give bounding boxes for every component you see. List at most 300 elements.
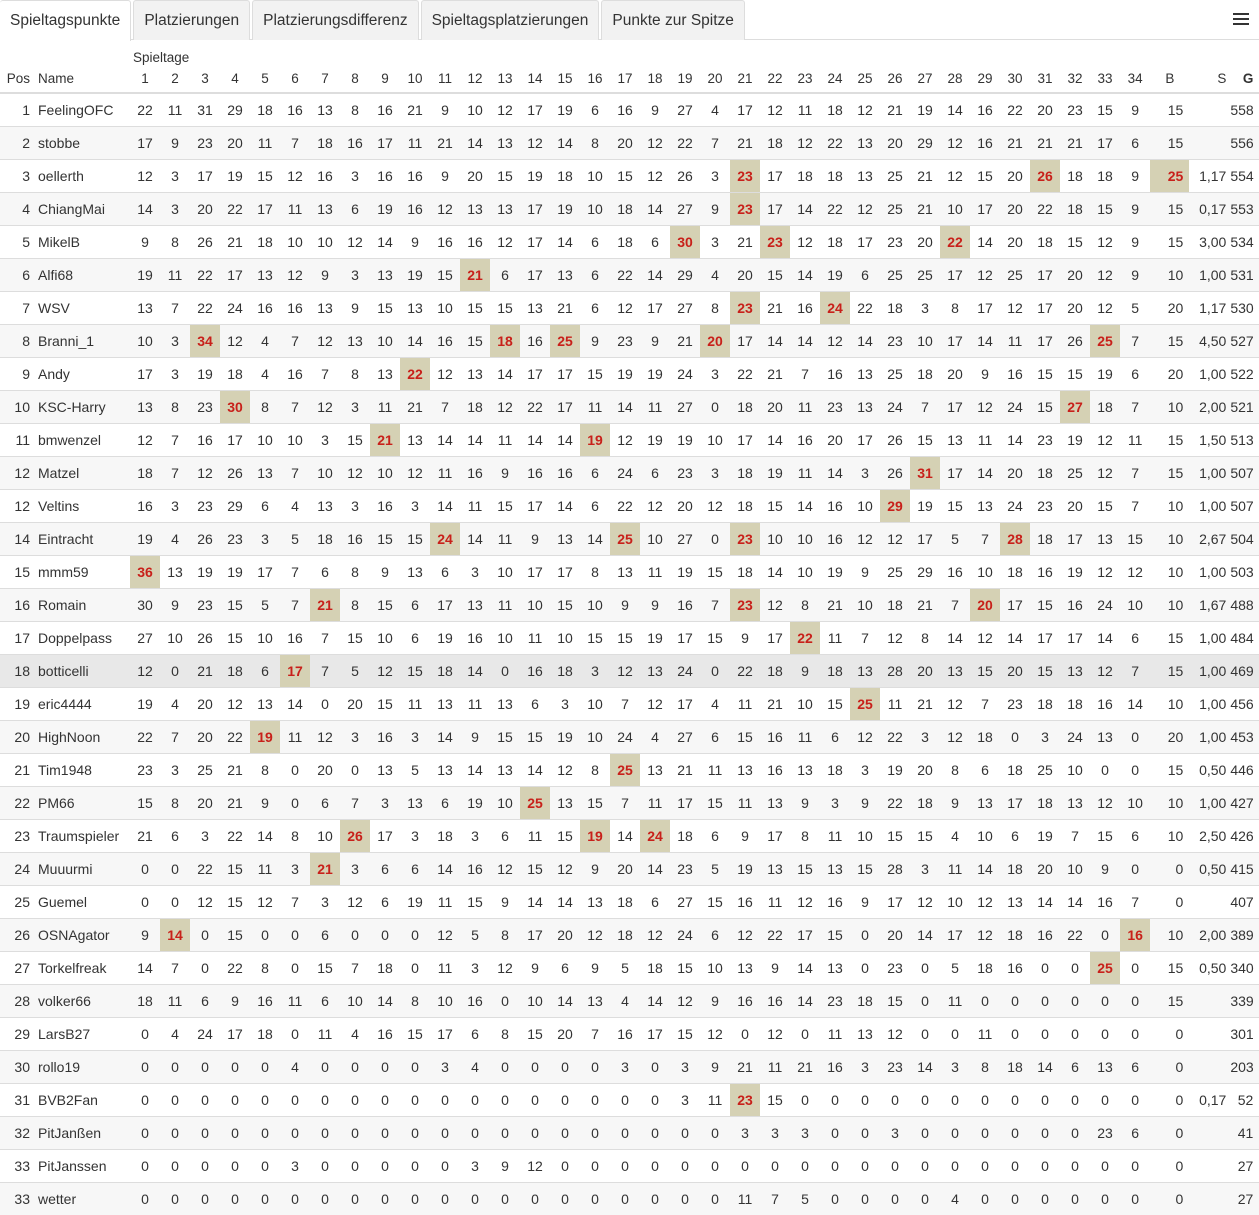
matchday-points-cell: 14 — [790, 490, 820, 523]
matchday-points-cell: 13 — [130, 391, 160, 424]
matchday-points-cell: 12 — [1090, 655, 1120, 688]
matchday-points-cell: 3 — [340, 721, 370, 754]
column-header-matchday[interactable]: 6 — [280, 65, 310, 93]
column-header-matchday[interactable]: 29 — [970, 65, 1000, 93]
column-header-matchday[interactable]: 11 — [430, 65, 460, 93]
total-points-cell: 27 — [1230, 1150, 1259, 1183]
matchday-points-cell: 0 — [1000, 1018, 1030, 1051]
matchday-points-cell: 15 — [310, 952, 340, 985]
matchday-points-cell: 15 — [250, 160, 280, 193]
matchday-points-cell: 9 — [520, 952, 550, 985]
table-row[interactable] — [0, 292, 1259, 325]
column-header-matchday[interactable]: 32 — [1060, 65, 1090, 93]
matchday-points-cell: 14 — [790, 193, 820, 226]
matchday-points-cell: 4 — [280, 490, 310, 523]
column-header-matchday[interactable]: 17 — [610, 65, 640, 93]
table-row[interactable] — [0, 1084, 1259, 1117]
matchday-points-cell: 19 — [910, 93, 940, 127]
column-header-matchday[interactable]: 12 — [460, 65, 490, 93]
matchday-points-cell: 0 — [550, 1084, 580, 1117]
matchday-points-cell: 10 — [1120, 589, 1150, 622]
matchday-points-cell: 12 — [1120, 556, 1150, 589]
bonus-cell: 0 — [1150, 1084, 1189, 1117]
matchday-points-cell: 7 — [160, 457, 190, 490]
matchday-points-cell: 3 — [250, 523, 280, 556]
matchday-points-cell: 24 — [190, 1018, 220, 1051]
table-row[interactable] — [0, 1117, 1259, 1150]
matchday-points-cell: 11 — [940, 985, 970, 1018]
matchday-points-cell: 15 — [760, 490, 790, 523]
matchday-points-cell: 5 — [940, 523, 970, 556]
matchday-points-cell: 10 — [850, 820, 880, 853]
tab-platzierungsdifferenz[interactable]: Platzierungsdifferenz — [252, 0, 418, 40]
matchday-points-cell: 13 — [370, 754, 400, 787]
table-row[interactable] — [0, 1018, 1259, 1051]
matchday-points-cell: 19 — [130, 688, 160, 721]
matchday-points-cell: 0 — [460, 1183, 490, 1215]
matchday-points-cell: 7 — [610, 688, 640, 721]
column-header-pos[interactable]: Pos — [0, 65, 34, 93]
matchday-points-cell: 0 — [400, 1051, 430, 1084]
matchday-points-cell: 0 — [250, 1051, 280, 1084]
matchday-points-cell: 24 — [1000, 391, 1030, 424]
matchday-points-cell: 18 — [1090, 391, 1120, 424]
matchday-points-cell: 16 — [520, 655, 550, 688]
matchday-points-cell: 3 — [940, 1051, 970, 1084]
matchday-points-cell: 11 — [160, 985, 190, 1018]
player-name-cell: mmm59 — [34, 556, 130, 589]
table-row[interactable] — [0, 754, 1259, 787]
matchday-points-cell: 23 — [190, 127, 220, 160]
column-header-matchday[interactable]: 15 — [550, 65, 580, 93]
matchday-points-cell: 13 — [310, 292, 340, 325]
table-row[interactable] — [0, 93, 1259, 127]
matchday-points-cell: 3 — [790, 1117, 820, 1150]
column-header-matchday[interactable]: 20 — [700, 65, 730, 93]
matchday-points-cell: 8 — [340, 589, 370, 622]
column-header-matchday[interactable]: 25 — [850, 65, 880, 93]
player-name-cell: FeelingOFC — [34, 93, 130, 127]
matchday-top-score-cell: 25 — [610, 523, 640, 556]
matchday-points-cell: 21 — [130, 820, 160, 853]
matchday-points-cell: 9 — [730, 622, 760, 655]
matchday-points-cell: 13 — [550, 787, 580, 820]
matchday-points-cell: 6 — [1120, 127, 1150, 160]
matchday-points-cell: 8 — [160, 787, 190, 820]
table-row[interactable] — [0, 787, 1259, 820]
matchday-points-cell: 20 — [940, 358, 970, 391]
matchday-points-cell: 19 — [730, 853, 760, 886]
matchday-points-cell: 14 — [550, 127, 580, 160]
table-row[interactable] — [0, 1183, 1259, 1215]
matchday-points-cell: 7 — [160, 292, 190, 325]
matchday-points-cell: 3 — [310, 424, 340, 457]
matchday-points-cell: 0 — [580, 1183, 610, 1215]
matchday-points-cell: 13 — [940, 424, 970, 457]
matchday-points-cell: 18 — [1060, 160, 1090, 193]
column-header-matchday[interactable]: 8 — [340, 65, 370, 93]
matchday-points-cell: 12 — [670, 985, 700, 1018]
column-header-matchday[interactable]: 18 — [640, 65, 670, 93]
matchday-points-cell: 14 — [790, 952, 820, 985]
matchday-points-cell: 12 — [1090, 226, 1120, 259]
matchday-points-cell: 16 — [1030, 919, 1060, 952]
column-header-matchday[interactable]: 27 — [910, 65, 940, 93]
matchday-points-cell: 17 — [1000, 589, 1030, 622]
matchday-points-cell: 11 — [730, 787, 760, 820]
table-row[interactable] — [0, 721, 1259, 754]
matchday-points-cell: 8 — [940, 754, 970, 787]
matchday-points-cell: 0 — [850, 1084, 880, 1117]
matchday-points-cell: 13 — [790, 754, 820, 787]
matchday-points-cell: 11 — [970, 1018, 1000, 1051]
tab-punkte-zur-spitze[interactable]: Punkte zur Spitze — [601, 0, 744, 40]
table-row[interactable] — [0, 1150, 1259, 1183]
matchday-points-cell: 16 — [820, 490, 850, 523]
table-row[interactable] — [0, 556, 1259, 589]
matchday-points-cell: 22 — [190, 259, 220, 292]
table-row[interactable] — [0, 127, 1259, 160]
column-header-matchday[interactable]: 21 — [730, 65, 760, 93]
table-row[interactable] — [0, 589, 1259, 622]
column-header-matchday[interactable]: 26 — [880, 65, 910, 93]
matchday-points-cell: 14 — [520, 886, 550, 919]
matchday-points-cell: 10 — [520, 589, 550, 622]
table-row[interactable] — [0, 226, 1259, 259]
column-header-b[interactable]: B — [1150, 65, 1189, 93]
matchday-points-cell: 14 — [430, 853, 460, 886]
matchday-top-score-cell: 24 — [430, 523, 460, 556]
matchday-points-cell: 8 — [700, 292, 730, 325]
bonus-cell: 0 — [1150, 886, 1189, 919]
column-header-matchday[interactable]: 3 — [190, 65, 220, 93]
position-cell: 4 — [0, 193, 34, 226]
table-row[interactable] — [0, 1051, 1259, 1084]
matchday-points-cell: 16 — [820, 886, 850, 919]
column-header-matchday[interactable]: 30 — [1000, 65, 1030, 93]
matchday-points-cell: 6 — [580, 93, 610, 127]
table-row[interactable] — [0, 985, 1259, 1018]
position-cell: 10 — [0, 391, 34, 424]
matchday-points-cell: 23 — [1000, 688, 1030, 721]
matchday-points-cell: 11 — [820, 622, 850, 655]
matchday-points-cell: 16 — [1000, 358, 1030, 391]
matchday-points-cell: 0 — [280, 787, 310, 820]
column-header-matchday[interactable]: 33 — [1090, 65, 1120, 93]
matchday-points-cell: 12 — [610, 424, 640, 457]
bonus-cell: 15 — [1150, 457, 1189, 490]
position-cell: 33 — [0, 1150, 34, 1183]
matchday-points-cell: 11 — [250, 127, 280, 160]
tab-spieltagsplatzierungen[interactable]: Spieltagsplatzierungen — [421, 0, 600, 40]
matchday-points-cell: 0 — [820, 1084, 850, 1117]
column-header-matchday[interactable]: 31 — [1030, 65, 1060, 93]
column-header-matchday[interactable]: 19 — [670, 65, 700, 93]
matchday-points-cell: 13 — [250, 259, 280, 292]
matchday-points-cell: 0 — [1090, 985, 1120, 1018]
matchday-points-cell: 14 — [910, 919, 940, 952]
matchday-points-cell: 15 — [1090, 193, 1120, 226]
column-header-matchday[interactable]: 14 — [520, 65, 550, 93]
matchday-points-cell: 0 — [520, 1117, 550, 1150]
matchday-points-cell: 14 — [460, 424, 490, 457]
matchday-points-cell: 12 — [130, 424, 160, 457]
matchday-points-cell: 10 — [970, 556, 1000, 589]
matchday-points-cell: 8 — [160, 226, 190, 259]
matchday-points-cell: 10 — [700, 952, 730, 985]
matchday-points-cell: 31 — [190, 93, 220, 127]
matchday-points-cell: 0 — [130, 886, 160, 919]
matchday-points-cell: 17 — [550, 556, 580, 589]
score-s-cell: 0,17 — [1189, 193, 1230, 226]
table-row[interactable] — [0, 160, 1259, 193]
table-row[interactable] — [0, 391, 1259, 424]
matchday-points-cell: 0 — [640, 1150, 670, 1183]
matchday-points-cell: 6 — [580, 226, 610, 259]
matchday-points-cell: 10 — [490, 556, 520, 589]
matchday-points-cell: 16 — [520, 325, 550, 358]
column-header-matchday[interactable]: 22 — [760, 65, 790, 93]
table-row[interactable] — [0, 259, 1259, 292]
hamburger-menu-icon[interactable] — [1233, 13, 1249, 27]
matchday-points-cell: 13 — [760, 853, 790, 886]
matchday-points-cell: 22 — [130, 93, 160, 127]
matchday-points-cell: 5 — [610, 952, 640, 985]
matchday-top-score-cell: 21 — [370, 424, 400, 457]
matchday-points-cell: 14 — [790, 325, 820, 358]
matchday-points-cell: 0 — [580, 1117, 610, 1150]
table-row[interactable] — [0, 325, 1259, 358]
matchday-points-cell: 20 — [1000, 160, 1030, 193]
column-header-g[interactable]: G — [1230, 65, 1259, 93]
matchday-points-cell: 0 — [790, 1150, 820, 1183]
player-name-cell: Traumspieler — [34, 820, 130, 853]
matchday-points-cell: 13 — [850, 127, 880, 160]
matchday-points-cell: 0 — [130, 1084, 160, 1117]
total-points-cell: 522 — [1230, 358, 1259, 391]
matchday-points-cell: 22 — [820, 127, 850, 160]
column-header-matchday[interactable]: 1 — [130, 65, 160, 93]
matchday-points-cell: 16 — [820, 523, 850, 556]
matchday-points-cell: 23 — [880, 325, 910, 358]
matchday-points-cell: 12 — [1090, 259, 1120, 292]
matchday-points-cell: 9 — [220, 985, 250, 1018]
matchday-points-cell: 11 — [940, 853, 970, 886]
matchday-points-cell: 19 — [460, 787, 490, 820]
matchday-points-cell: 17 — [430, 589, 460, 622]
matchday-points-cell: 23 — [880, 226, 910, 259]
matchday-points-cell: 19 — [370, 193, 400, 226]
table-row[interactable] — [0, 919, 1259, 952]
tab-spieltagspunkte[interactable]: Spieltagspunkte — [0, 0, 131, 41]
table-header — [0, 40, 1259, 93]
player-name-cell: volker66 — [34, 985, 130, 1018]
matchday-points-cell: 13 — [550, 259, 580, 292]
matchday-points-cell: 23 — [880, 952, 910, 985]
matchday-points-cell: 3 — [880, 1117, 910, 1150]
matchday-points-cell: 15 — [490, 160, 520, 193]
header-spacer-pos — [0, 40, 34, 65]
table-row[interactable] — [0, 457, 1259, 490]
matchday-points-cell: 24 — [1090, 589, 1120, 622]
matchday-points-cell: 13 — [460, 193, 490, 226]
matchday-points-cell: 14 — [250, 820, 280, 853]
table-row[interactable] — [0, 820, 1259, 853]
matchday-points-cell: 13 — [970, 490, 1000, 523]
matchday-points-cell: 11 — [430, 457, 460, 490]
matchday-points-cell: 16 — [460, 457, 490, 490]
matchday-points-cell: 25 — [910, 259, 940, 292]
table-row[interactable] — [0, 358, 1259, 391]
matchday-points-cell: 6 — [310, 919, 340, 952]
matchday-points-cell: 18 — [1030, 457, 1060, 490]
matchday-points-cell: 0 — [970, 1117, 1000, 1150]
matchday-points-cell: 0 — [700, 391, 730, 424]
column-header-matchday[interactable]: 7 — [310, 65, 340, 93]
table-row[interactable] — [0, 193, 1259, 226]
matchday-top-score-cell: 21 — [310, 853, 340, 886]
bonus-cell: 10 — [1150, 490, 1189, 523]
table-row[interactable] — [0, 952, 1259, 985]
matchday-points-cell: 19 — [130, 523, 160, 556]
matchday-points-cell: 7 — [280, 556, 310, 589]
matchday-top-score-cell: 25 — [550, 325, 580, 358]
position-cell: 1 — [0, 93, 34, 127]
matchday-points-cell: 11 — [760, 1051, 790, 1084]
matchday-top-score-cell: 30 — [220, 391, 250, 424]
matchday-points-cell: 8 — [790, 589, 820, 622]
matchday-points-cell: 0 — [640, 1084, 670, 1117]
matchday-points-cell: 12 — [220, 688, 250, 721]
column-header-matchday[interactable]: 2 — [160, 65, 190, 93]
matchday-points-cell: 16 — [1000, 952, 1030, 985]
header-spacer-g — [1230, 40, 1259, 65]
matchday-points-cell: 7 — [700, 127, 730, 160]
column-header-matchday[interactable]: 16 — [580, 65, 610, 93]
matchday-points-cell: 16 — [280, 93, 310, 127]
player-name-cell: rollo19 — [34, 1051, 130, 1084]
bonus-cell: 15 — [1150, 193, 1189, 226]
matchday-points-cell: 15 — [700, 622, 730, 655]
player-name-cell: Torkelfreak — [34, 952, 130, 985]
matchday-points-cell: 25 — [880, 556, 910, 589]
matchday-points-cell: 0 — [340, 919, 370, 952]
matchday-points-cell: 15 — [580, 358, 610, 391]
matchday-points-cell: 0 — [370, 1051, 400, 1084]
matchday-points-cell: 13 — [1000, 886, 1030, 919]
table-row[interactable] — [0, 424, 1259, 457]
matchday-points-cell: 12 — [700, 490, 730, 523]
matchday-points-cell: 25 — [1000, 259, 1030, 292]
matchday-points-cell: 12 — [490, 93, 520, 127]
column-header-matchday[interactable]: 10 — [400, 65, 430, 93]
column-header-matchday[interactable]: 28 — [940, 65, 970, 93]
column-header-matchday[interactable]: 24 — [820, 65, 850, 93]
column-header-matchday[interactable]: 9 — [370, 65, 400, 93]
matchday-points-cell: 22 — [760, 919, 790, 952]
table-row[interactable] — [0, 655, 1259, 688]
matchday-points-cell: 11 — [280, 985, 310, 1018]
position-cell: 19 — [0, 688, 34, 721]
matchday-points-cell: 17 — [550, 358, 580, 391]
matchday-points-cell: 9 — [400, 226, 430, 259]
matchday-points-cell: 21 — [1000, 127, 1030, 160]
matchday-points-cell: 17 — [850, 424, 880, 457]
matchday-points-cell: 12 — [970, 259, 1000, 292]
table-row[interactable] — [0, 523, 1259, 556]
matchday-points-cell: 10 — [280, 226, 310, 259]
table-row[interactable] — [0, 688, 1259, 721]
matchday-points-cell: 18 — [310, 127, 340, 160]
matchday-points-cell: 0 — [370, 1183, 400, 1215]
matchday-points-cell: 3 — [310, 886, 340, 919]
column-header-s[interactable]: S — [1189, 65, 1230, 93]
matchday-points-cell: 17 — [1060, 523, 1090, 556]
matchday-points-cell: 0 — [820, 1183, 850, 1215]
matchday-points-cell: 7 — [790, 358, 820, 391]
matchday-points-cell: 9 — [610, 589, 640, 622]
matchday-points-cell: 24 — [670, 655, 700, 688]
matchday-points-cell: 12 — [610, 292, 640, 325]
matchday-points-cell: 7 — [280, 325, 310, 358]
matchday-points-cell: 6 — [430, 787, 460, 820]
table-row[interactable] — [0, 853, 1259, 886]
matchday-points-cell: 12 — [1000, 292, 1030, 325]
column-header-matchday[interactable]: 5 — [250, 65, 280, 93]
column-header-matchday[interactable]: 13 — [490, 65, 520, 93]
matchday-points-cell: 7 — [910, 391, 940, 424]
column-header-matchday[interactable]: 4 — [220, 65, 250, 93]
matchday-points-cell: 20 — [820, 424, 850, 457]
matchday-points-cell: 14 — [580, 523, 610, 556]
player-name-cell: OSNAgator — [34, 919, 130, 952]
matchdays-group-label: Spieltage — [130, 40, 1150, 65]
matchday-points-cell: 6 — [1000, 820, 1030, 853]
table-row[interactable] — [0, 886, 1259, 919]
matchday-points-cell: 17 — [550, 391, 580, 424]
matchday-points-cell: 0 — [400, 919, 430, 952]
matchday-points-cell: 22 — [220, 820, 250, 853]
table-row[interactable] — [0, 622, 1259, 655]
matchday-points-cell: 14 — [460, 754, 490, 787]
matchday-points-cell: 16 — [430, 226, 460, 259]
matchday-points-cell: 16 — [730, 985, 760, 1018]
matchday-points-cell: 16 — [1060, 589, 1090, 622]
player-name-cell: bmwenzel — [34, 424, 130, 457]
tab-list — [0, 0, 1259, 40]
bonus-cell: 15 — [1150, 226, 1189, 259]
matchday-points-cell: 16 — [610, 93, 640, 127]
matchday-points-cell: 15 — [1060, 358, 1090, 391]
bonus-cell: 10 — [1150, 259, 1189, 292]
matchday-points-cell: 11 — [430, 952, 460, 985]
column-header-name[interactable]: Name — [34, 65, 130, 93]
matchday-points-cell: 17 — [760, 820, 790, 853]
matchday-points-cell: 9 — [580, 853, 610, 886]
column-header-matchday[interactable]: 34 — [1120, 65, 1150, 93]
matchday-points-cell: 12 — [970, 919, 1000, 952]
matchday-points-cell: 21 — [820, 589, 850, 622]
matchday-points-cell: 0 — [430, 1084, 460, 1117]
matchday-points-cell: 18 — [460, 391, 490, 424]
matchday-points-cell: 27 — [670, 721, 700, 754]
matchday-points-cell: 11 — [760, 886, 790, 919]
tab-platzierungen[interactable]: Platzierungen — [133, 0, 250, 40]
player-name-cell: wetter — [34, 1183, 130, 1215]
table-row[interactable] — [0, 490, 1259, 523]
column-header-matchday[interactable]: 23 — [790, 65, 820, 93]
position-cell: 20 — [0, 721, 34, 754]
